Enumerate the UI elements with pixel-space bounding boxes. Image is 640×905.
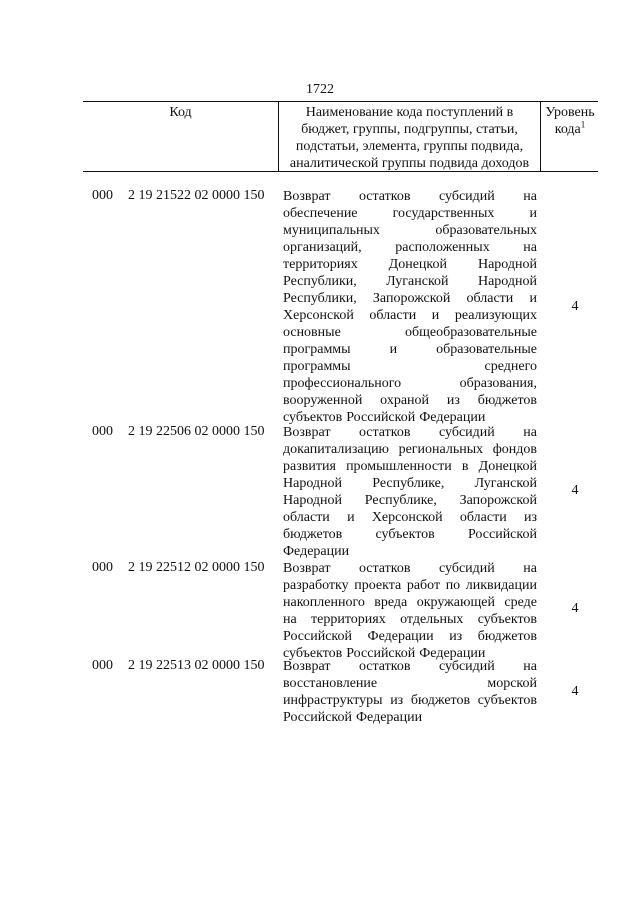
row-code [92, 560, 265, 576]
header-name [280, 104, 539, 172]
row-name-line: муниципальных образовательных [283, 223, 537, 238]
row-name-line: разработку проекта работ по ликвидации [283, 578, 537, 593]
row-name-line: инфраструктуры из бюджетов субъектов [283, 693, 537, 708]
row-code [92, 188, 265, 204]
row-name [283, 188, 537, 426]
row-budget-code: 2 19 22506 02 0000 150 [128, 424, 265, 439]
row-name-line: Федерации [283, 544, 350, 559]
row-name-line: программы и образовательные [283, 342, 537, 357]
header-name-line: подстатьи, элемента, группы подвида, [295, 139, 524, 154]
header-level-line [542, 121, 598, 138]
row-name-line: развития промышленности в Донецкой [283, 459, 537, 474]
row-admin-code: 000 [92, 424, 113, 439]
header-divider-2 [540, 101, 541, 172]
header-name-line: бюджет, группы, подгруппы, статьи, [301, 122, 518, 137]
row-level: 4 [571, 483, 579, 498]
row-name-line: восстановление морской [283, 676, 537, 691]
row-name-line: бюджетов субъектов Российской [283, 527, 537, 542]
row-name-line: Возврат остатков субсидий на [283, 659, 537, 674]
header-divider-1 [278, 101, 279, 172]
row-level: 4 [571, 299, 579, 314]
row-admin-code: 000 [92, 188, 113, 203]
row-name-line: субъектов Российской Федерации [283, 410, 486, 425]
header-level-kod: кода [554, 122, 581, 137]
row-level: 4 [571, 601, 579, 616]
header-level-line: Уровень [545, 105, 595, 120]
row-name-line: программы среднего [283, 359, 537, 374]
row-name-line: Народной Республике, Запорожской [283, 493, 537, 508]
row-name-line: Российской Федерации [283, 710, 423, 725]
row-name-line: обеспечение государственных и [283, 206, 537, 221]
header-level [542, 104, 598, 138]
row-name-line: области и Херсонской области из [283, 510, 537, 525]
row-name-line: профессионального образования, [283, 376, 537, 391]
row-name-line: вооруженной охраной из бюджетов [283, 393, 537, 408]
row-name-line: накопленного вреда окружающей среде [283, 595, 537, 610]
row-name-line: Российской Федерации из бюджетов [283, 629, 537, 644]
row-name-line: основные общеобразовательные [283, 325, 537, 340]
row-name [283, 658, 537, 726]
row-name-line: на территориях отдельных субъектов [283, 612, 537, 627]
row-name-line: докапитализацию региональных фондов [283, 442, 537, 457]
row-budget-code: 2 19 22513 02 0000 150 [128, 658, 265, 673]
row-name-line: Народной Республике, Луганской [283, 476, 537, 491]
row-name-line: Республики, Запорожской области и [283, 291, 537, 306]
row-code [92, 658, 265, 674]
row-budget-code: 2 19 22512 02 0000 150 [128, 560, 265, 575]
header-name-line: аналитической группы подвида доходов [289, 156, 530, 171]
row-name-line: субъектов Российской Федерации [283, 646, 486, 661]
row-name-line: Возврат остатков субсидий на [283, 189, 537, 204]
row-name-line: Херсонской области и реализующих [283, 308, 537, 323]
row-admin-code: 000 [92, 658, 113, 673]
row-name-line: Республики, Луганской Народной [283, 274, 537, 289]
row-name-line: территориях Донецкой Народной [283, 257, 537, 272]
row-name [283, 424, 537, 560]
header-name-line: Наименование кода поступлений в [305, 105, 514, 120]
header-code: Код [169, 105, 192, 120]
footnote-marker: 1 [580, 119, 586, 130]
row-level: 4 [571, 684, 579, 699]
header-top-border [83, 101, 598, 102]
row-name-line: Возврат остатков субсидий на [283, 425, 537, 440]
row-name-line: организаций, расположенных на [283, 240, 537, 255]
row-name-line: Возврат остатков субсидий на [283, 561, 537, 576]
row-budget-code: 2 19 21522 02 0000 150 [128, 188, 265, 203]
row-code [92, 424, 265, 440]
page-number: 1722 [306, 82, 334, 97]
row-name [283, 560, 537, 662]
row-admin-code: 000 [92, 560, 113, 575]
